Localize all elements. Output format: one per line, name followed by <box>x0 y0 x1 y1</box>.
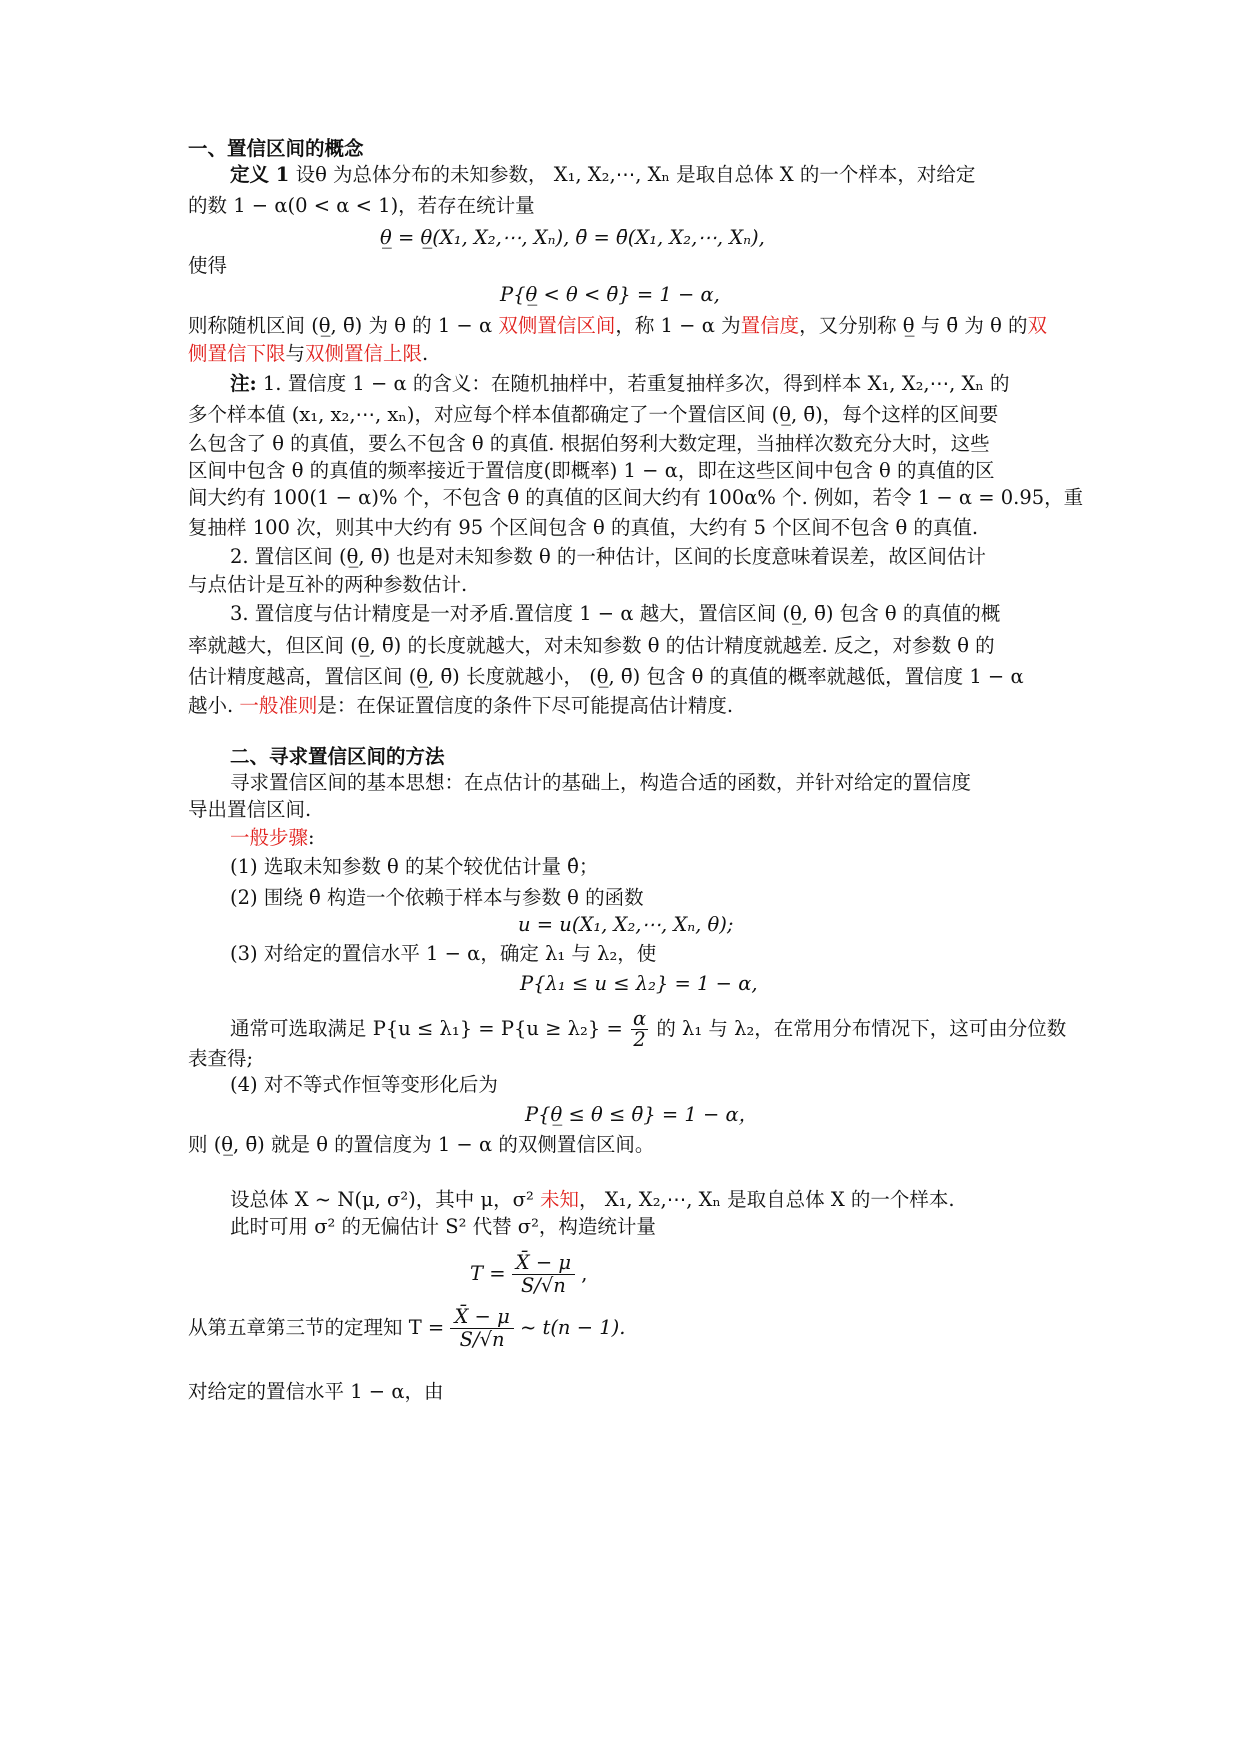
T-lhs: T = <box>470 1262 506 1285</box>
t-distribution: ~ t(n − 1). <box>519 1316 626 1339</box>
term-lower-limit: 侧置信下限 <box>188 342 286 365</box>
conclusion-period: . <box>422 342 429 365</box>
term-two-sided-ci: 双侧置信区间 <box>498 314 616 337</box>
definition-line-1 <box>230 161 975 189</box>
term-upper-limit: 双侧置信上限 <box>305 342 423 365</box>
note-1-line-3: 么包含了 θ 的真值，要么不包含 θ 的真值. 根据伯努利大数定理，当抽样次数充分大时，这些 <box>188 432 990 455</box>
theorem-fraction <box>450 1306 513 1351</box>
definition-conclusion-1 <box>188 312 1047 340</box>
note-1-line-6: 复抽样 100 次，则其中大约有 95 个区间包含 θ 的真值，大约有 5 个区间不包含 θ 的真值. <box>188 516 979 539</box>
note-3-line-1: 3. 置信度与估计精度是一对矛盾.置信度 1 − α 越大，置信区间 (θ̲, θ̄) 包含 θ 的真值的概 <box>230 602 1001 625</box>
definition-conclusion-2 <box>188 340 428 368</box>
note-label: 注: <box>230 372 257 395</box>
step-1: (1) 选取未知参数 θ 的某个较优估计量 θ̂； <box>230 855 599 878</box>
note-3-text-b: 是：在保证置信度的条件下尽可能提高估计精度. <box>317 694 734 717</box>
definition-line-2: 的数 1 − α(0 < α < 1)，若存在统计量 <box>188 194 535 217</box>
confidence-level-line: 对给定的置信水平 1 − α，由 <box>188 1380 444 1403</box>
T-comma: , <box>581 1262 588 1285</box>
steps-label-line <box>230 824 315 852</box>
note-2-line-2: 与点估计是互补的两种参数估计. <box>188 573 468 596</box>
section-2-intro-2: 导出置信区间. <box>188 798 312 821</box>
term-general-rule: 一般准则 <box>239 694 318 717</box>
section-heading-2: 二、寻求置信区间的方法 <box>230 745 445 768</box>
t-distribution-line <box>188 1306 625 1351</box>
text-shide: 使得 <box>188 254 228 277</box>
fraction-alpha-over-2 <box>631 1009 648 1050</box>
note-1-line-5: 间大约有 100(1 − α)% 个，不包含 θ 的真值的区间大约有 100α% 个. 例如，若令 1 − α = 0.95，重 <box>188 486 1084 509</box>
step-3-note-line-1 <box>230 1009 1066 1050</box>
formula-final: P{θ̲ ≤ θ ≤ θ̄} = 1 − α， <box>525 1103 759 1126</box>
term-confidence-level: 置信度 <box>740 314 800 337</box>
fraction-numerator: α <box>632 1007 647 1030</box>
step-3-note-a: 通常可选取满足 P{u ≤ λ₁} = P{u ≥ λ₂} = <box>230 1017 623 1040</box>
note-1-text-1: 1. 置信度 1 − α 的含义：在随机抽样中，若重复抽样多次，得到样本 X₁, X₂,⋯, Xₙ 的 <box>256 372 1010 395</box>
theorem-text: 从第五章第三节的定理知 T = <box>188 1316 445 1339</box>
T-denominator: S/√n <box>520 1274 566 1297</box>
theorem-denominator: S/√n <box>459 1328 505 1351</box>
step-3-note-b: 的 λ₁ 与 λ₂，在常用分布情况下，这可由分位数 <box>656 1017 1067 1040</box>
formula-probability: P{θ̲ < θ < θ̄} = 1 − α, <box>500 283 720 306</box>
note-3-line-2: 率就越大，但区间 (θ̲, θ̄) 的长度就越大，对未知参数 θ 的估计精度就越差. 反之，对参数 θ 的 <box>188 634 995 657</box>
section-2-intro-1: 寻求置信区间的基本思想：在点估计的基础上，构造合适的函数，并针对给定的置信度 <box>230 771 972 794</box>
fraction-denominator: 2 <box>633 1028 646 1051</box>
note-3-text-a: 越小. <box>188 694 240 717</box>
note-1-line-2: 多个样本值 (x₁, x₂,⋯, xₙ)，对应每个样本值都确定了一个置信区间 (θ̲, θ̄)，每个这样的区间要 <box>188 403 999 426</box>
step-4: (4) 对不等式作恒等变形化后为 <box>230 1073 498 1096</box>
conclusion-text-a: 则称随机区间 (θ̲, θ̄) 为 θ 的 1 − α <box>188 314 499 337</box>
conclusion-text-c: ，又分别称 θ̲ 与 θ̄ 为 θ 的 <box>799 314 1028 337</box>
step-3: (3) 对给定的置信水平 1 − α，确定 λ₁ 与 λ₂，使 <box>230 942 657 965</box>
definition-text-1: 设θ 为总体分布的未知参数， X₁, X₂,⋯, Xₙ 是取自总体 X 的一个样本，对给定 <box>295 163 976 186</box>
term-general-steps: 一般步骤 <box>230 826 309 849</box>
theorem-numerator: X̄ − μ <box>450 1306 513 1329</box>
steps-colon: : <box>308 826 315 849</box>
note-2-line-1: 2. 置信区间 (θ̲, θ̄) 也是对未知参数 θ 的一种估计，区间的长度意味着误差，故区间估计 <box>230 545 986 568</box>
section-heading-1: 一、置信区间的概念 <box>188 137 364 160</box>
T-fraction <box>512 1252 575 1297</box>
step-3-note-line-2: 表查得; <box>188 1047 254 1070</box>
assumption-text-b: ， X₁, X₂,⋯, Xₙ 是取自总体 X 的一个样本. <box>579 1188 955 1211</box>
note-3-line-3: 估计精度越高，置信区间 (θ̲, θ̄) 长度就越小， (θ̲, θ̄) 包含 θ 的真值的概率就越低，置信度 1 − α <box>188 665 1024 688</box>
term-unknown: 未知 <box>540 1188 580 1211</box>
conclusion-and: 与 <box>285 342 306 365</box>
step-2: (2) 围绕 θ̂ 构造一个依赖于样本与参数 θ 的函数 <box>230 886 644 909</box>
note-3-line-4 <box>188 692 733 720</box>
formula-pivot: u = u(X₁, X₂,⋯, Xₙ, θ); <box>518 913 734 936</box>
unbiased-estimator-line: 此时可用 σ² 的无偏估计 S² 代替 σ²，构造统计量 <box>230 1215 656 1238</box>
note-1-line-1 <box>230 370 1010 398</box>
term-two-sided-start: 双 <box>1027 314 1048 337</box>
normal-assumption-line <box>230 1186 955 1214</box>
formula-T-statistic <box>470 1252 587 1297</box>
formula-statistics: θ̲ = θ̲(X₁, X₂,⋯, Xₙ), θ̄ = θ̄(X₁, X₂,⋯, Xₙ), <box>380 226 765 249</box>
formula-lambda: P{λ₁ ≤ u ≤ λ₂} = 1 − α, <box>520 972 758 995</box>
conclusion-text-b: ，称 1 − α 为 <box>615 314 741 337</box>
note-1-line-4: 区间中包含 θ 的真值的频率接近于置信度(即概率) 1 − α，即在这些区间中包含 θ 的真值的区 <box>188 459 995 482</box>
assumption-text-a: 设总体 X ~ N(μ, σ²)，其中 μ，σ² <box>230 1188 540 1211</box>
T-numerator: X̄ − μ <box>512 1252 575 1275</box>
step-4-conclusion: 则 (θ̲, θ̄) 就是 θ 的置信度为 1 − α 的双侧置信区间。 <box>188 1133 655 1156</box>
definition-label: 定义 1 <box>230 163 290 186</box>
